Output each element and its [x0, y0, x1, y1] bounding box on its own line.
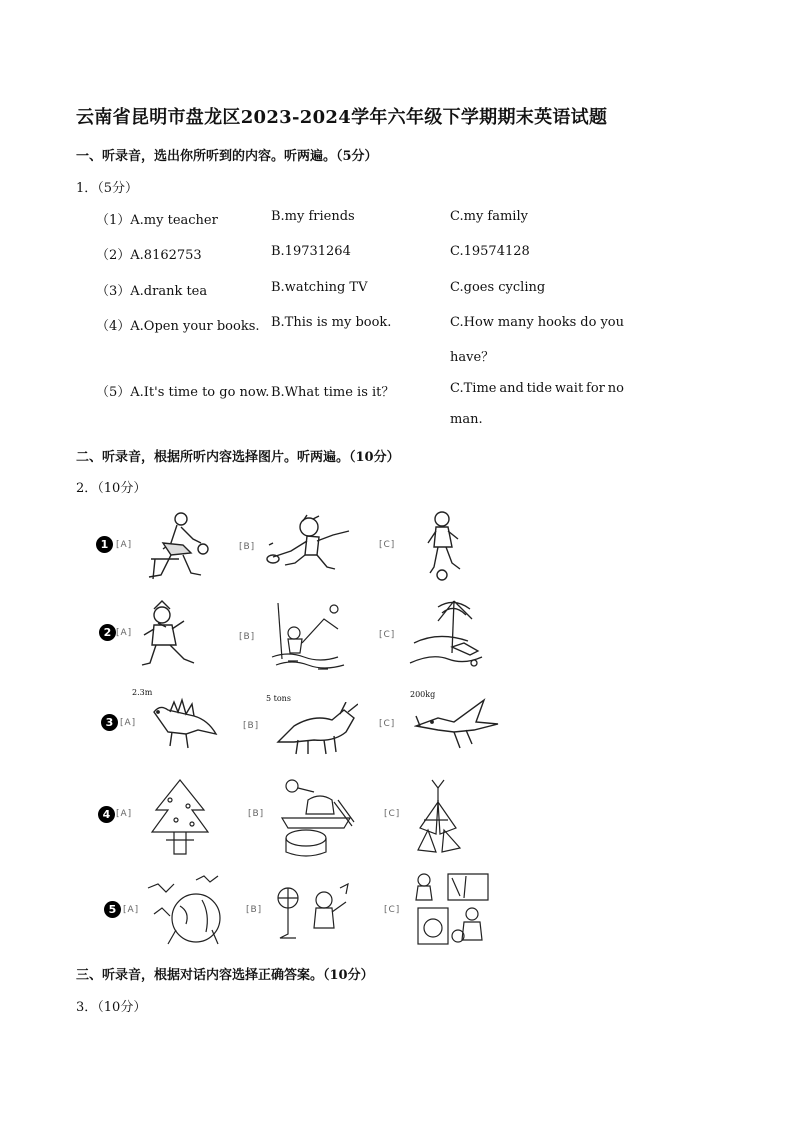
q1-item3-option-b: B.watching TV	[271, 280, 368, 295]
option-label-b: [B]	[239, 542, 256, 552]
section1-heading: 一、听录音，选出你所听到的内容。听两遍。（5分）	[76, 149, 378, 164]
number-badge: 1	[96, 536, 113, 553]
word: you	[600, 315, 624, 330]
word: C.Time	[450, 381, 497, 396]
option-label-c: [C]	[384, 809, 401, 819]
christmas-tree-icon	[146, 776, 216, 856]
word: for	[586, 381, 605, 396]
option-label-c: [C]	[379, 630, 396, 640]
stegosaurus-icon	[146, 694, 218, 750]
q1-item1-option-c: C.my family	[450, 209, 528, 224]
caption-a: 2.3m	[132, 688, 153, 697]
number-badge: 4	[98, 806, 115, 823]
option-label-a: [A]	[116, 628, 133, 638]
word: no	[607, 381, 624, 396]
number-badge: 2	[99, 624, 116, 641]
question3-number: 3．（10分）	[76, 1000, 147, 1015]
option-label-c: [C]	[379, 540, 396, 550]
option-label-a: [A]	[123, 905, 140, 915]
q1-item2-option-c: C.19574128	[450, 244, 530, 259]
question1-number: 1．（5分）	[76, 181, 139, 196]
option-label-a: [A]	[116, 809, 133, 819]
option-label-b: [B]	[246, 905, 263, 915]
caption-c: 200kg	[410, 690, 436, 699]
word: hooks	[537, 315, 577, 330]
q1-item5-option-a: （5）A.It's time to go now.	[96, 385, 270, 400]
mooncake-tea-icon	[274, 778, 356, 858]
pterosaur-icon	[414, 696, 500, 750]
q1-item5-option-c-line1	[450, 381, 624, 396]
beach-umbrella-icon	[408, 597, 483, 671]
question2-number: 2．（10分）	[76, 481, 147, 496]
fan-boy-icon	[274, 880, 354, 944]
section2-heading: 二、听录音，根据所听内容选择图片。听两遍。（10分）	[76, 450, 400, 465]
washing-machine-family-icon	[412, 870, 494, 950]
picture-row-1	[96, 505, 516, 585]
q1-item5-option-b: B.What time is it？	[271, 385, 395, 400]
picture-row-2	[96, 597, 516, 677]
word: do	[580, 315, 597, 330]
badminton-player-icon	[261, 513, 356, 575]
section3-heading: 三、听录音，根据对话内容选择正确答案。（10分）	[76, 968, 374, 983]
option-label-b: [B]	[239, 632, 256, 642]
option-label-b: [B]	[248, 809, 265, 819]
ping-pong-player-icon	[141, 509, 211, 581]
word: and	[499, 381, 524, 396]
word: wait	[554, 381, 584, 396]
option-label-a: [A]	[120, 718, 137, 728]
q1-item2-option-b: B.19731264	[271, 244, 351, 259]
option-label-a: [A]	[116, 540, 133, 550]
caption-b: 5 tons	[266, 694, 291, 703]
number-badge: 5	[104, 901, 121, 918]
q1-item4-option-b: B.This is my book.	[271, 315, 392, 330]
number-badge: 3	[101, 714, 118, 731]
q1-item4-option-a: （4）A.Open your books.	[96, 319, 260, 334]
q1-item5-option-c-line2: man.	[450, 412, 483, 427]
fishing-scene-icon	[268, 599, 348, 675]
q1-item4-option-c-line2: have？	[450, 350, 495, 365]
option-label-b: [B]	[243, 721, 260, 731]
zongzi-icon	[412, 776, 467, 856]
football-player-icon	[422, 509, 467, 581]
triceratops-icon	[274, 702, 358, 756]
option-label-c: [C]	[384, 905, 401, 915]
q1-item1-option-b: B.my friends	[271, 209, 355, 224]
q1-item3-option-a: （3）A.drank tea	[96, 284, 208, 299]
q1-item2-option-a: （2）A.8162753	[96, 248, 202, 263]
birds-earth-icon	[146, 874, 228, 946]
page-title: 云南省昆明市盘龙区2023-2024学年六年级下学期期末英语试题	[76, 107, 608, 128]
q1-item4-option-c-line1	[450, 315, 624, 330]
picture-row-5	[96, 870, 516, 950]
q1-item1-option-a: （1）A.my teacher	[96, 213, 218, 228]
child-winter-icon	[136, 599, 201, 671]
word: tide	[526, 381, 553, 396]
picture-row-4	[96, 776, 516, 856]
picture-row-3	[96, 686, 516, 766]
q1-item3-option-c: C.goes cycling	[450, 280, 546, 295]
option-label-c: [C]	[379, 719, 396, 729]
word: many	[497, 315, 534, 330]
word: C.How	[450, 315, 494, 330]
